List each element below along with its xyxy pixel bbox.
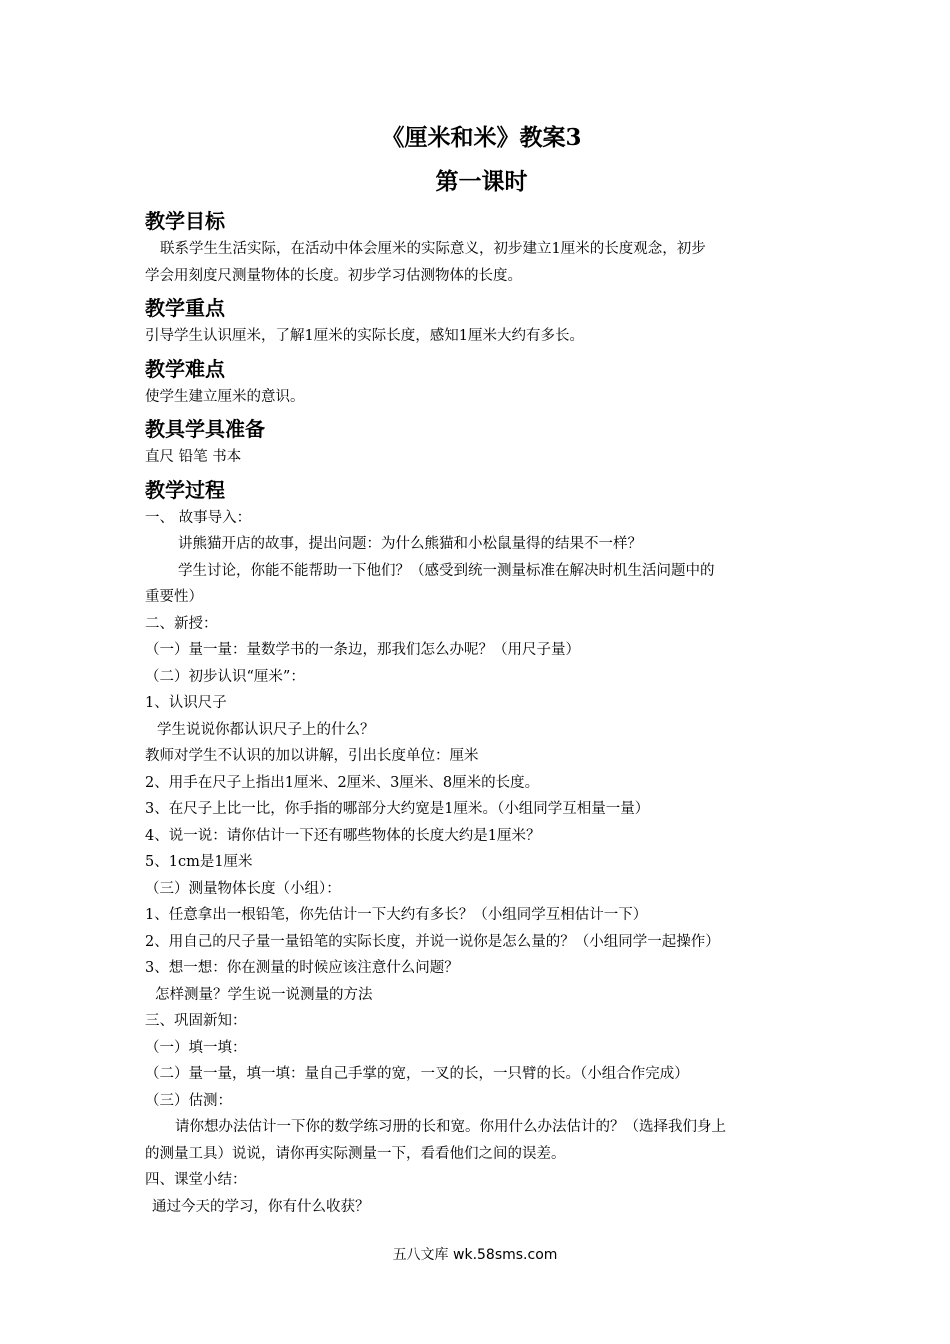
process-line: 教师对学生不认识的加以讲解，引出长度单位：厘米 xyxy=(145,748,479,764)
process-line: 通过今天的学习，你有什么收获？ xyxy=(152,1198,370,1215)
process-line: 3、在尺子上比一比，你手指的哪部分大约宽是1厘米。（小组同学互相量一量） xyxy=(145,801,650,817)
process-line: 讲熊猫开店的故事，提出问题：为什么熊猫和小松鼠量得的结果不一样？ xyxy=(178,536,642,552)
process-line: 2、用手在尺子上指出1厘米、2厘米、3厘米、8厘米的长度。 xyxy=(145,774,540,791)
process-line: 一、 故事导入： xyxy=(145,509,252,526)
process-line: 学生说说你都认识尺子上的什么？ xyxy=(157,721,375,738)
process-line: 3、想一想：你在测量的时候应该注意什么问题？ xyxy=(145,960,459,976)
heading-teaching-focus: 教学重点 xyxy=(145,296,225,320)
process-line: 5、1cm是1厘米 xyxy=(145,854,253,870)
process-line: 学生讨论，你能不能帮助一下他们？（感受到统一测量标准在解决时机生活问题中的 xyxy=(178,562,715,579)
process-line: 1、认识尺子 xyxy=(145,695,227,711)
process-line: （三）估测： xyxy=(145,1092,232,1109)
goal-line-2: 学会用刻度尺测量物体的长度。初步学习估测物体的长度。 xyxy=(145,267,522,284)
process-line: 1、任意拿出一根铅笔，你先估计一下大约有多长？（小组同学互相估计一下） xyxy=(145,907,648,923)
process-line: 重要性） xyxy=(145,589,203,605)
process-line: 怎样测量？学生说一说测量的方法 xyxy=(155,986,373,1003)
process-line: 三、巩固新知： xyxy=(145,1013,247,1029)
heading-teaching-tools: 教具学具准备 xyxy=(145,417,265,441)
process-line: （三）测量物体长度（小组）： xyxy=(145,880,341,897)
document-title: 《厘米和米》教案3 xyxy=(381,124,582,151)
process-line: （一）填一填： xyxy=(145,1039,247,1056)
focus-line-1: 引导学生认识厘米，了解1厘米的实际长度，感知1厘米大约有多长。 xyxy=(145,328,584,344)
goal-line-1: 联系学生生活实际，在活动中体会厘米的实际意义，初步建立1厘米的长度观念，初步 xyxy=(160,241,706,257)
document-subtitle: 第一课时 xyxy=(435,168,528,195)
tools-line-1: 直尺 铅笔 书本 xyxy=(145,449,242,465)
difficulty-line-1: 使学生建立厘米的意识。 xyxy=(145,388,305,405)
process-line: 2、用自己的尺子量一量铅笔的实际长度，并说一说你是怎么量的？（小组同学一起操作） xyxy=(145,933,720,950)
process-line: （一）量一量：量数学书的一条边，那我们怎么办呢？（用尺子量） xyxy=(145,642,580,658)
heading-teaching-process: 教学过程 xyxy=(145,477,225,502)
process-line: 的测量工具）说说，请你再实际测量一下，看看他们之间的误差。 xyxy=(145,1145,566,1162)
process-line: （二）初步认识“厘米”： xyxy=(145,668,305,685)
page-footer: 五八文库 wk.58sms.com xyxy=(392,1247,558,1263)
process-line: 请你想办法估计一下你的数学练习册的长和宽。你用什么办法估计的？（选择我们身上 xyxy=(175,1119,726,1135)
process-line: 二、新授： xyxy=(145,615,218,632)
heading-teaching-goal: 教学目标 xyxy=(145,209,225,233)
process-line: （二）量一量，填一填：量自己手掌的宽，一叉的长，一只臂的长。（小组合作完成） xyxy=(145,1066,689,1082)
document-page xyxy=(145,120,810,1220)
heading-teaching-difficulty: 教学难点 xyxy=(145,356,225,381)
process-line: 四、课堂小结： xyxy=(145,1172,247,1188)
process-line: 4、说一说：请你估计一下还有哪些物体的长度大约是1厘米？ xyxy=(145,827,541,844)
